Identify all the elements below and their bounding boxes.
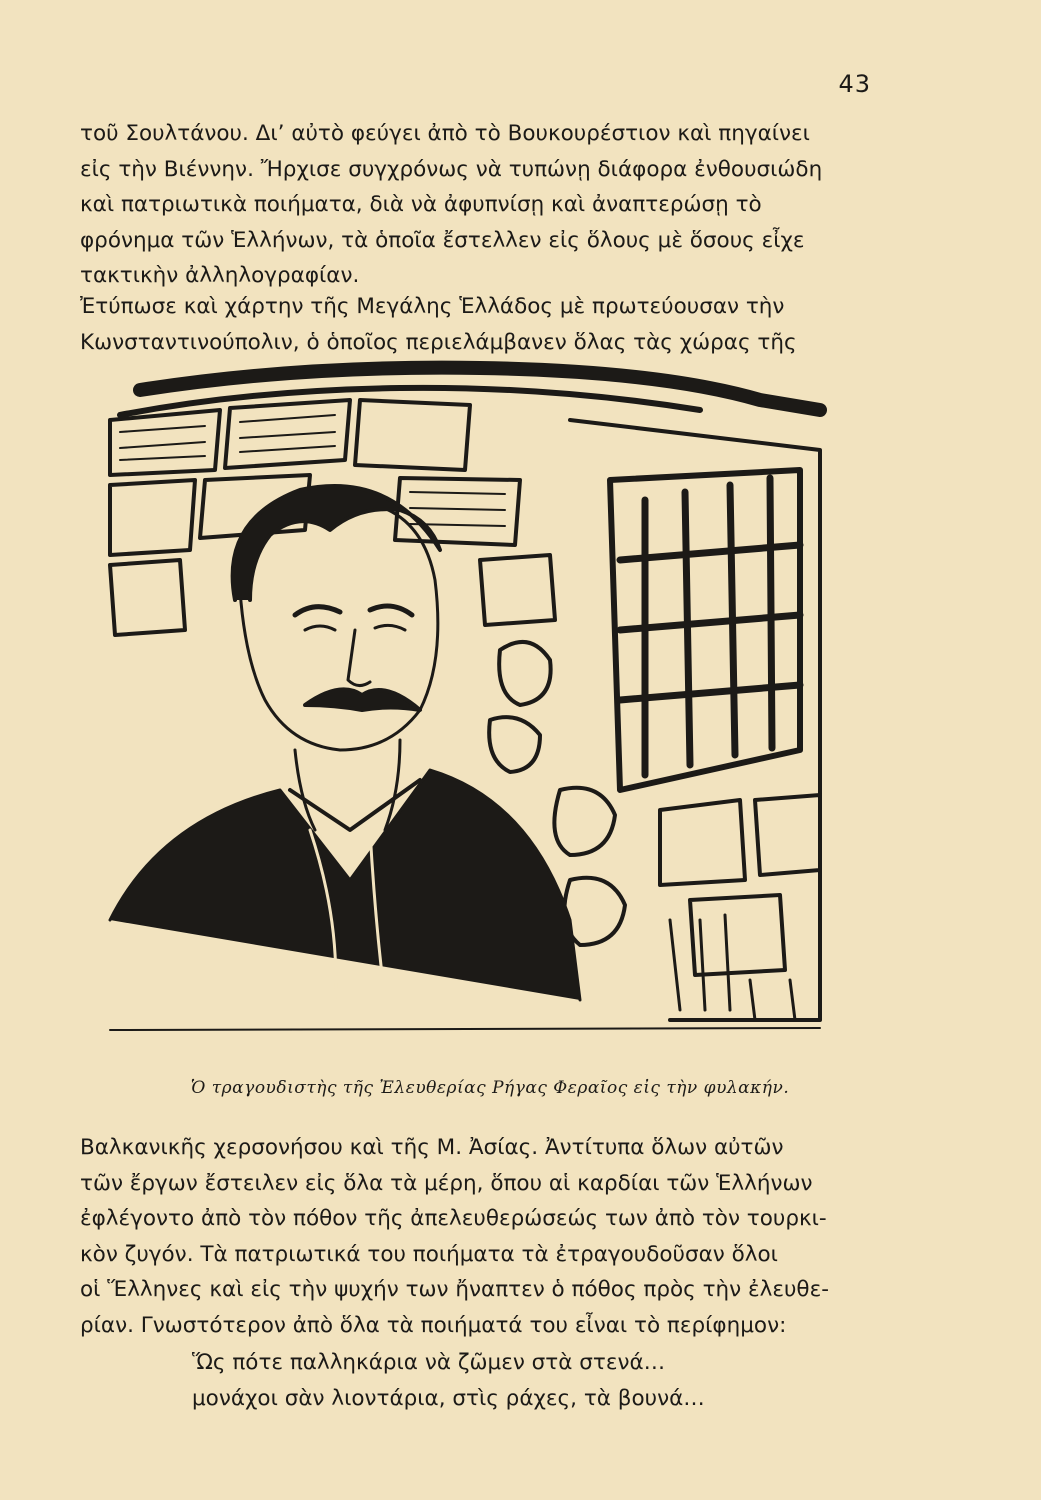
verse-quote [192,1345,705,1417]
text-line: ρίαν. Γνωστότερον ἀπὸ ὅλα τὰ ποιήματά του εἶναι τὸ περίφημον: [80,1312,787,1338]
text-line: καὶ πατριωτικὰ ποιήματα, διὰ νὰ ἀφυπνίσῃ καὶ ἀναπτερώσῃ τὸ [80,192,762,217]
text-line: τῶν ἔργων ἔστειλεν εἰς ὅλα τὰ μέρη, ὅπου αἱ καρδίαι τῶν Ἑλλήνων [80,1170,813,1196]
text-line: ἐφλέγοντο ἀπὸ τὸν πόθον τῆς ἀπελευθερώσεώς των ἀπὸ τὸν τουρκι- [80,1206,827,1231]
text-line: Βαλκανικῆς χερσονήσου καὶ τῆς Μ. Ἀσίας. Ἀντίτυπα ὅλων αὐτῶν [80,1135,784,1160]
illustration-caption: Ὁ τραγουδιστὴς τῆς Ἐλευθερίας Ρήγας Φεραῖος εἰς τὴν φυλακήν. [190,1078,790,1098]
page-number: 43 [838,70,871,98]
text-line: τοῦ Σουλτάνου. Δι’ αὐτὸ φεύγει ἀπὸ τὸ Βουκουρέστιον καὶ πηγαίνει [80,121,810,146]
illustration-rigas-in-prison [100,360,880,1048]
text-line: Κωνσταντινούπολιν, ὁ ὁποῖος περιελάμβανεν ὅλας τὰς χώρας τῆς [80,329,797,355]
text-line: Ἐτύπωσε καὶ χάρτην τῆς Μεγάλης Ἑλλάδος μὲ πρωτεύουσαν τὴν [80,294,785,319]
paragraph-1 [80,116,872,294]
text-line: εἰς τὴν Βιέννην. Ἤρχισε συγχρόνως νὰ τυπώνῃ διάφορα ἐνθουσιώδη [80,156,823,182]
text-line: κὸν ζυγόν. Τὰ πατριωτικά του ποιήματα τὰ ἐτραγουδοῦσαν ὅλοι [80,1241,778,1267]
text-line: οἱ Ἕλληνες καὶ εἰς τὴν ψυχήν των ἤναπτεν ὁ πόθος πρὸς τὴν ἐλευθε- [80,1277,829,1302]
paragraph-2 [80,289,872,360]
text-line: τακτικὴν ἀλληλογραφίαν. [80,263,360,288]
paragraph-3 [80,1130,872,1343]
verse-line: Ὥς πότε παλληκάρια νὰ ζῶμεν στὰ στενά… [192,1350,666,1375]
text-line: φρόνημα τῶν Ἑλλήνων, τὰ ὁποῖα ἔστελλεν εἰς ὅλους μὲ ὅσους εἶχε [80,227,805,253]
verse-line: μονάχοι σὰν λιοντάρια, στὶς ράχες, τὰ βουνά… [192,1386,705,1411]
